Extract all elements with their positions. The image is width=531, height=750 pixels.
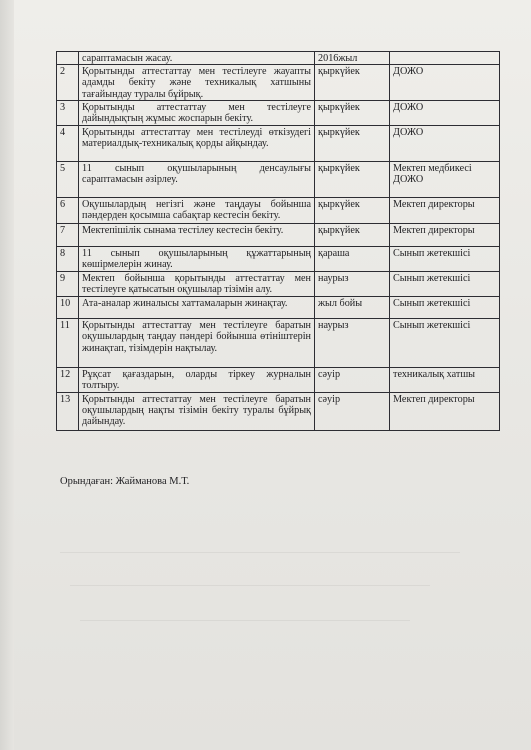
row-task: Қорытынды аттестаттау мен тестілеуге жауапты адамды бекіту және техникалық хатшыны тағайындау туралы бұйрық. [79, 65, 315, 101]
row-task: Қорытынды аттестаттау мен тестілеуге баратын оқушылардың нақты тізімін бекіту туралы бұйрық дайындау. [79, 392, 315, 430]
row-responsible: Мектеп медбикесі ДОЖО [390, 162, 500, 198]
page-edge [0, 0, 14, 750]
row-responsible: ДОЖО [390, 101, 500, 126]
row-date: қыркүйек [315, 101, 390, 126]
table-row [57, 368, 500, 392]
row-number [57, 52, 79, 65]
plan-table [56, 51, 500, 431]
row-responsible: Сынып жетекшісі [390, 319, 500, 368]
row-responsible: ДОЖО [390, 126, 500, 162]
show-through-line [60, 552, 460, 553]
row-responsible: Сынып жетекшісі [390, 272, 500, 297]
row-date: қыркүйек [315, 126, 390, 162]
row-task: сараптамасын жасау. [79, 52, 315, 65]
row-date: жыл бойы [315, 297, 390, 319]
table-row [57, 297, 500, 319]
row-number: 3 [57, 101, 79, 126]
row-responsible: Сынып жетекшісі [390, 297, 500, 319]
table-row [57, 319, 500, 368]
row-task: Қорытынды аттестаттау мен тестілеуді өткізудегі материалдық-техникалық қорды айқындау. [79, 126, 315, 162]
show-through-line [70, 585, 430, 586]
row-number: 5 [57, 162, 79, 198]
show-through-line [80, 620, 410, 621]
row-task: Мектеп бойынша қорытынды аттестаттау мен тестілеуге қатысатын оқушылар тізімін алу. [79, 272, 315, 297]
table-row [57, 224, 500, 247]
row-task: Оқушылардың негізгі және таңдауы бойынша пәндерден қосымша сабақтар кестесін бекіту. [79, 198, 315, 224]
table-row [57, 101, 500, 126]
row-number: 6 [57, 198, 79, 224]
row-responsible: ДОЖО [390, 65, 500, 101]
row-task: Қорытынды аттестаттау мен тестілеуге дайындықтың жұмыс жоспарын бекіту. [79, 101, 315, 126]
row-task: Ата-аналар жиналысы хаттамаларын жинақтау. [79, 297, 315, 319]
row-responsible: Сынып жетекшісі [390, 247, 500, 272]
row-responsible: техникалық хатшы [390, 368, 500, 392]
table-row [57, 247, 500, 272]
row-number: 10 [57, 297, 79, 319]
row-number: 8 [57, 247, 79, 272]
table-row [57, 162, 500, 198]
row-task: Қорытынды аттестаттау мен тестілеуге баратын оқушылардың таңдау пәндері бойынша өтініштерін жинақтап, тізімдерін нақтылау. [79, 319, 315, 368]
row-number: 7 [57, 224, 79, 247]
row-date: қараша [315, 247, 390, 272]
row-task: 11 сынып оқушыларының құжаттарының көшірмелерін жинау. [79, 247, 315, 272]
signature-line: Орындаған: Жайманова М.Т. [60, 476, 190, 487]
row-responsible [390, 52, 500, 65]
row-task: 11 сынып оқушыларының денсаулығы сараптамасын әзірлеу. [79, 162, 315, 198]
row-task: Рұқсат қағаздарын, оларды тіркеу журналын толтыру. [79, 368, 315, 392]
table-row [57, 198, 500, 224]
row-task: Мектепішілік сынама тестілеу кестесін бекіту. [79, 224, 315, 247]
row-number: 2 [57, 65, 79, 101]
table-row [57, 126, 500, 162]
row-date: қыркүйек [315, 65, 390, 101]
row-number: 12 [57, 368, 79, 392]
table-row [57, 65, 500, 101]
row-date: сәуір [315, 392, 390, 430]
row-responsible: Мектеп директоры [390, 392, 500, 430]
row-number: 13 [57, 392, 79, 430]
table-row [57, 52, 500, 65]
row-responsible: Мектеп директоры [390, 224, 500, 247]
table-row [57, 272, 500, 297]
row-date: наурыз [315, 319, 390, 368]
row-number: 9 [57, 272, 79, 297]
row-number: 4 [57, 126, 79, 162]
row-date: қыркүйек [315, 162, 390, 198]
row-responsible: Мектеп директоры [390, 198, 500, 224]
row-date: 2016жыл [315, 52, 390, 65]
row-date: қыркүйек [315, 198, 390, 224]
table-row [57, 392, 500, 430]
row-number: 11 [57, 319, 79, 368]
row-date: сәуір [315, 368, 390, 392]
row-date: наурыз [315, 272, 390, 297]
row-date: қыркүйек [315, 224, 390, 247]
